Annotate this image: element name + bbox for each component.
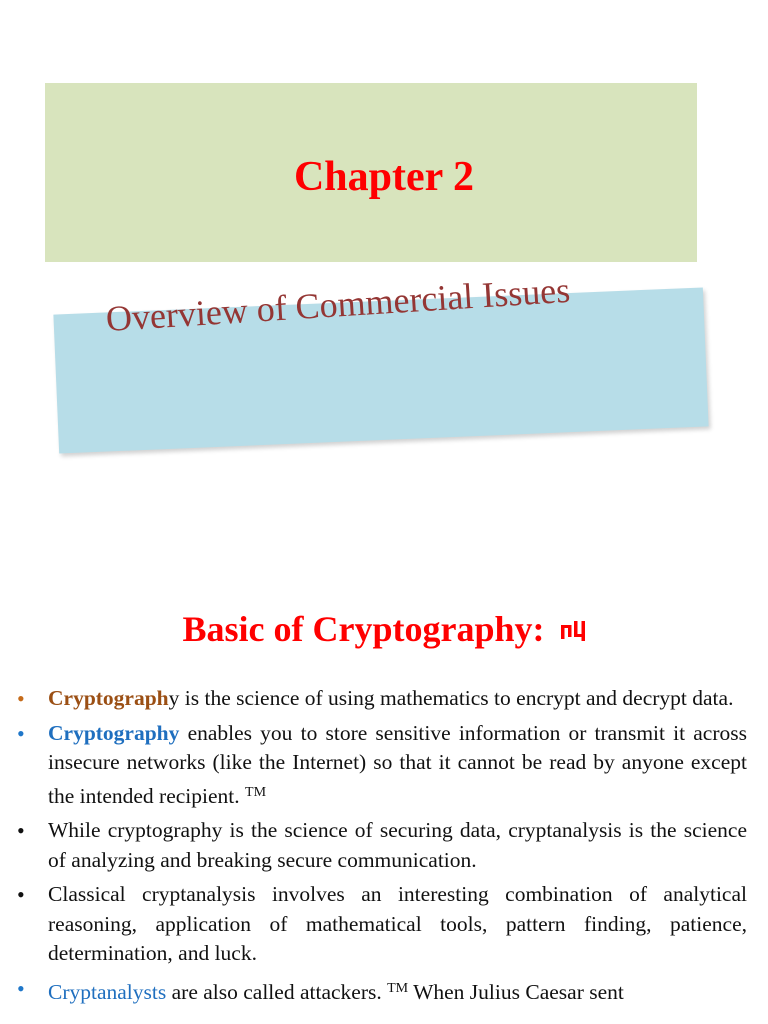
bullet-text-continued: When Julius Caesar sent <box>408 979 624 1004</box>
term: Cryptanalysts <box>48 979 167 1004</box>
chapter-title: Chapter 2 <box>293 154 475 200</box>
overview-title: Overview of Commercial Issues <box>104 269 572 339</box>
list-item <box>0 880 768 969</box>
bullet-text: y is the science of using mathematics to encrypt and decrypt data. <box>168 686 734 710</box>
bullet-icon: • <box>17 686 25 711</box>
trademark-mark: TM <box>387 980 409 996</box>
bullet-icon: • <box>17 882 25 907</box>
bullet-text: enables you to store sensitive information or transmit it across insecure networks (like the Internet) so that it cannot be read by anyone except the intended recipient. <box>48 720 747 808</box>
bullet-text: are also called attackers. <box>166 979 388 1004</box>
bullet-list <box>0 684 768 1012</box>
bullet-text: While cryptography is the science of securing data, cryptanalysis is the science of analyzing and breaking secure communication. <box>48 818 747 872</box>
bullet-icon: • <box>17 818 25 843</box>
trademark-mark: TM <box>245 784 267 800</box>
list-item <box>0 974 768 1008</box>
section-heading-text: Basic of Cryptography: <box>182 609 545 649</box>
list-item <box>0 719 768 812</box>
glyph-icon <box>560 617 586 641</box>
list-item <box>0 816 768 875</box>
section-heading <box>0 606 768 652</box>
bullet-icon: • <box>17 720 25 746</box>
bullet-icon: • <box>17 975 25 1001</box>
bullet-text: Classical cryptanalysis involves an interesting combination of analytical reasoning, application of mathematical tools, pattern finding, patience, determination, and luck. <box>48 882 747 965</box>
term: Cryptography <box>48 720 180 745</box>
term: Cryptograph <box>48 686 169 710</box>
list-item <box>0 684 768 714</box>
